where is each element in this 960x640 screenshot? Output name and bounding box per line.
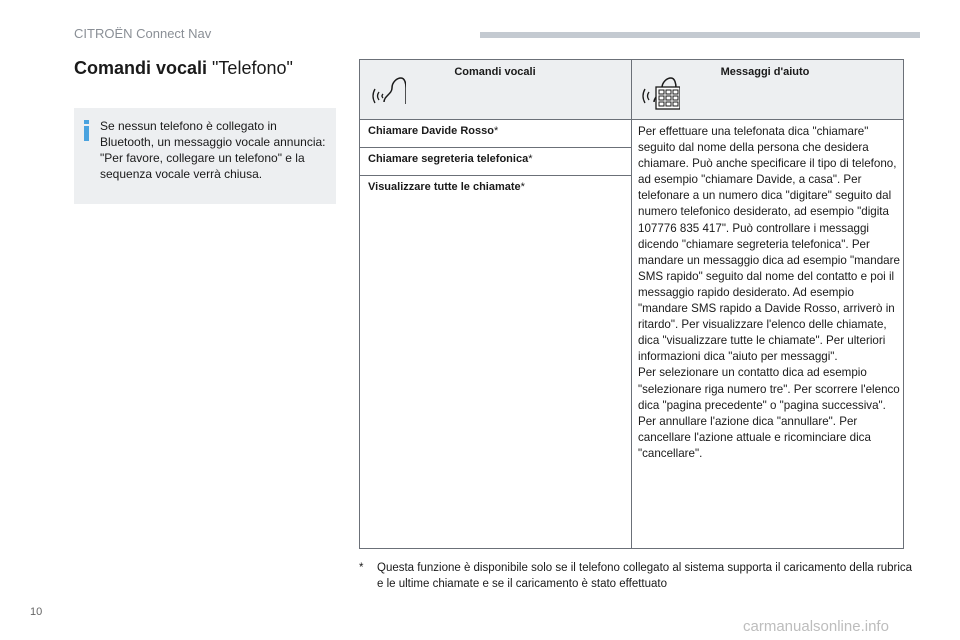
page-title-quoted: "Telefono" [212, 58, 293, 78]
page-number: 10 [30, 606, 43, 618]
command-row-call-voicemail [368, 153, 532, 165]
voice-command-icon [370, 74, 406, 108]
help-paragraph: Per effettuare una telefonata dica "chiamare" seguito dal nome della persona che desidera chiamare. Può anche specificare il tipo di telefono, ad esempio "chiamare Davide, a casa". Per telefonare a un numero dica "digitare" seguito dal numero telefonico desiderato, ad esempio "digita 107776 835 417". Può controllare i messaggi dicendo "chiamare segreteria telefonica". Per mandare un messaggio dica ad esempio "mandare SMS rapido" seguito dal nome del contatto e poi il messaggio rapido desiderato. Ad esempio "mandare SMS rapido a Davide Rosso, arriverò in ritardo". Per visualizzare l'elenco delle chiamate, dica "visualizzare tutte le chiamate". Per ulteriori informazioni dica "aiuto per messaggi". [638, 125, 900, 364]
info-icon [83, 120, 91, 142]
voice-commands-table [359, 59, 904, 549]
command-footnote-mark: * [528, 153, 533, 165]
header-rule [480, 32, 920, 38]
info-text: Se nessun telefono è collegato in Bluetooth, un messaggio vocale annuncia: "Per favore, collegare un telefono" e la sequenza vocale verrà chiusa. [100, 119, 326, 181]
footnote [359, 560, 919, 592]
table-header-help-messages: Messaggi d'aiuto [720, 66, 810, 78]
command-label: Chiamare Davide Rosso [368, 125, 494, 137]
page-title [74, 58, 293, 79]
help-text [638, 124, 900, 462]
command-label: Visualizzare tutte le chiamate [368, 181, 521, 193]
row-divider [360, 147, 631, 148]
footnote-mark: * [359, 562, 364, 574]
command-label: Chiamare segreteria telefonica [368, 153, 529, 165]
info-box [74, 108, 336, 204]
column-divider [631, 60, 632, 548]
table-header-voice-commands: Comandi vocali [454, 66, 536, 78]
row-divider [360, 175, 631, 176]
command-row-show-calls [368, 181, 525, 193]
command-row-call-contact [368, 125, 498, 137]
page-title-main: Comandi vocali [74, 58, 213, 78]
voice-keypad-icon [640, 74, 680, 110]
command-footnote-mark: * [493, 125, 499, 137]
section-header-title: CITROËN Connect Nav [74, 26, 212, 41]
watermark: carmanualsonline.info [743, 618, 889, 635]
footnote-text: Questa funzione è disponibile solo se il telefono collegato al sistema supporta il caricamento della rubrica e le ultime chiamate e se il caricamento è stato effettuato [377, 562, 913, 590]
command-footnote-mark: * [520, 181, 525, 193]
help-paragraph: Per selezionare un contatto dica ad esempio "selezionare riga numero tre". Per scorrere l'elenco dica "pagina precedente" o "pagina successiva". Per annullare l'azione dica "annullare". Per cancellare l'azione attuale e ricominciare dica "cancellare". [638, 366, 900, 460]
